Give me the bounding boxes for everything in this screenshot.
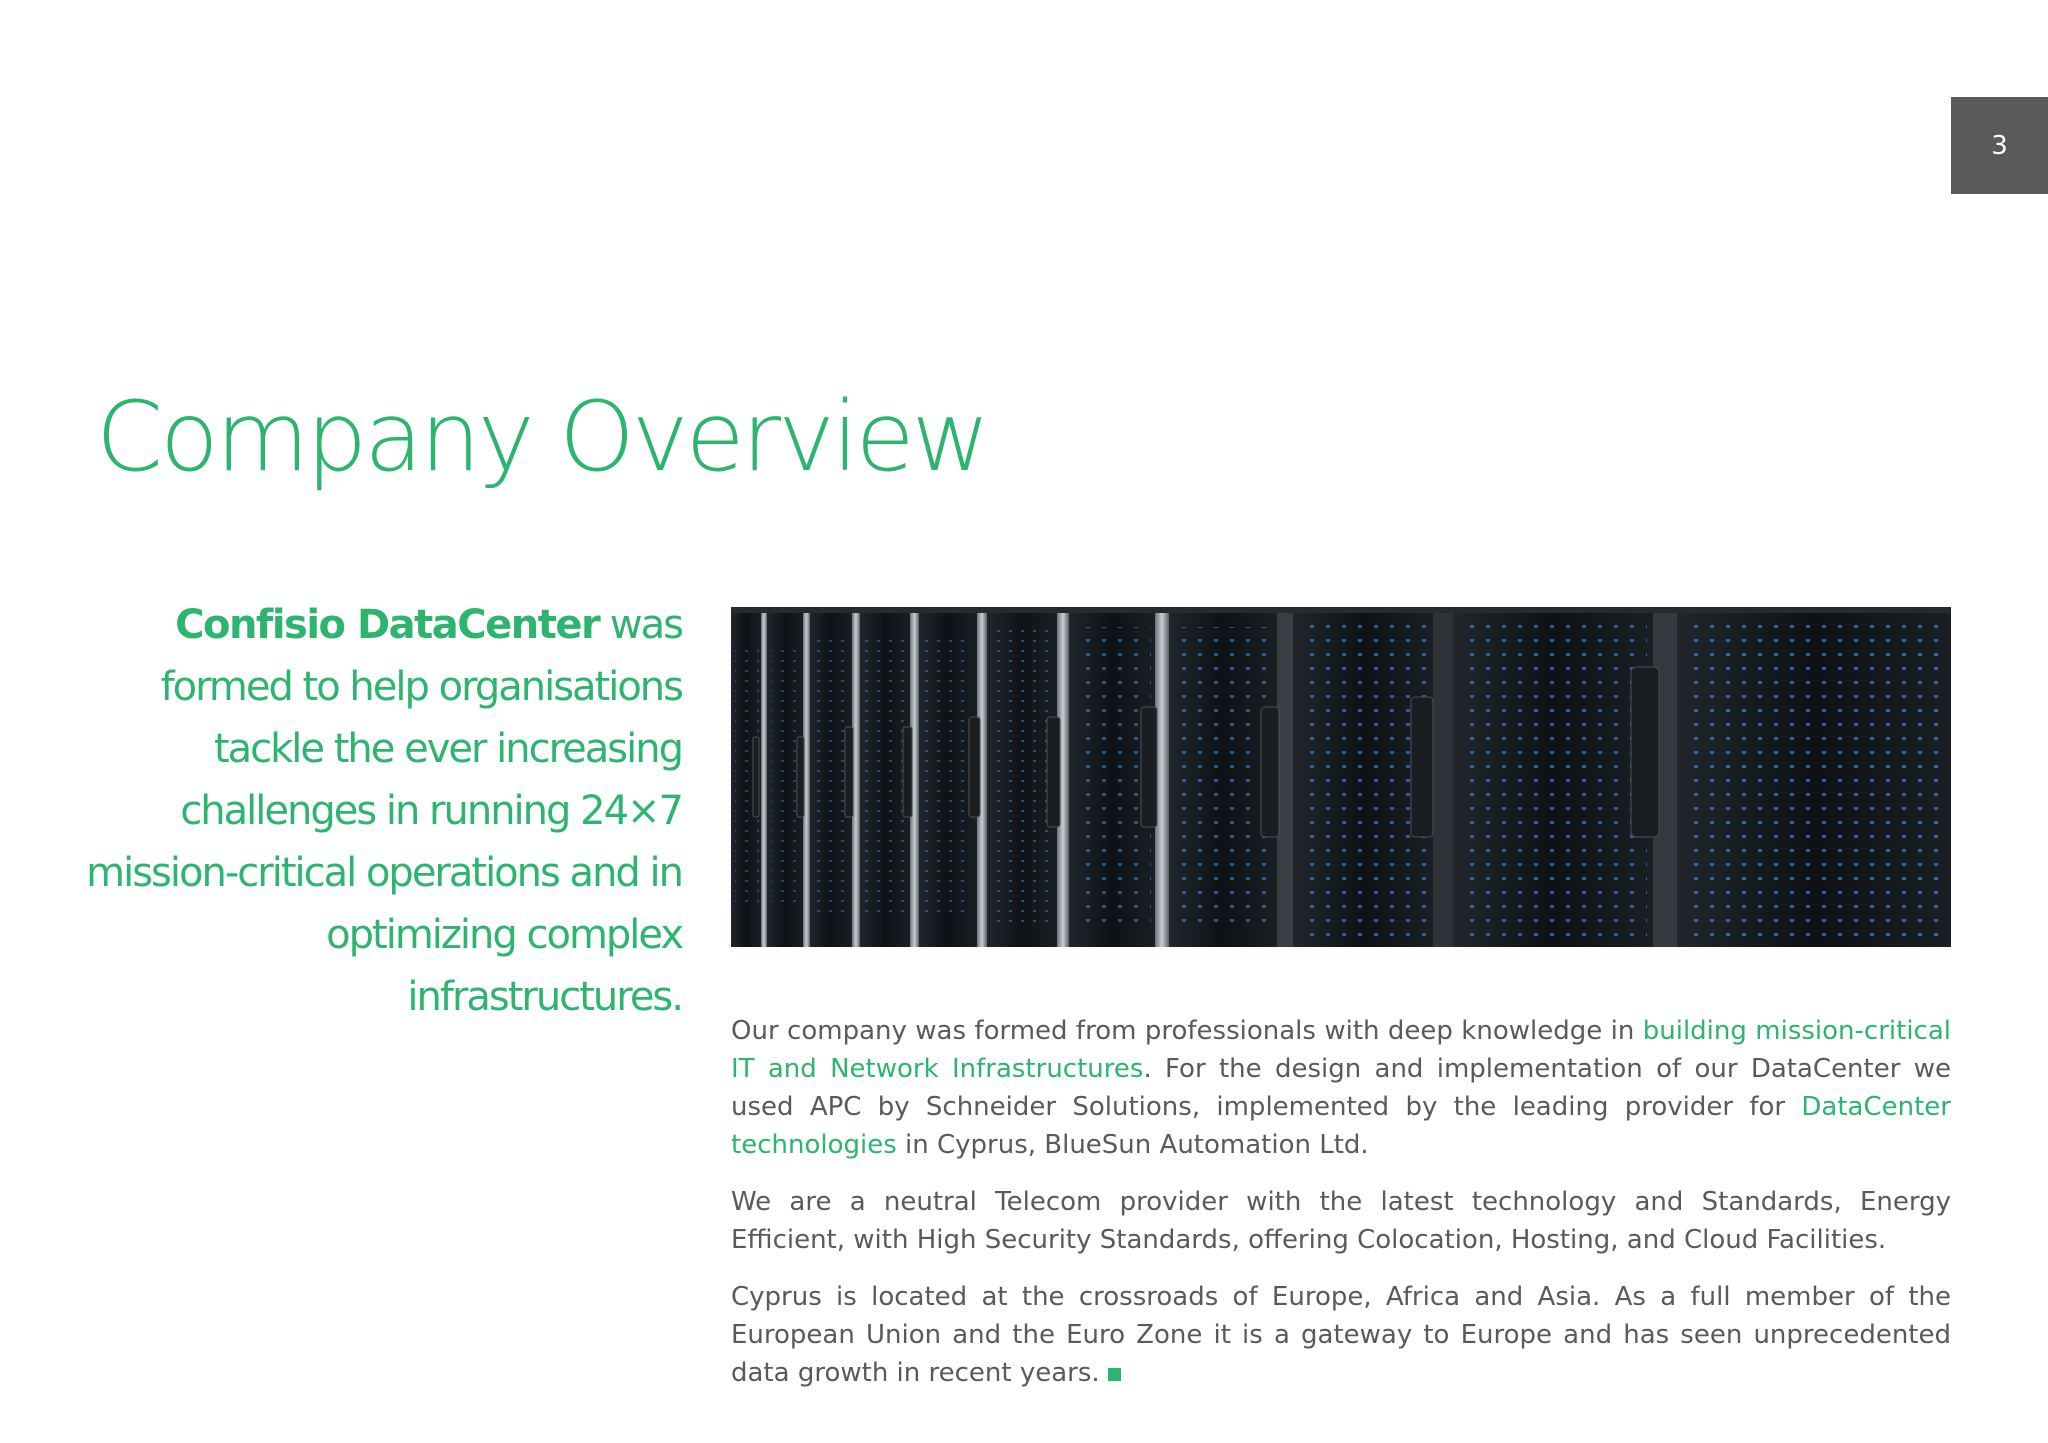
- intro-text: was formed to help organisations tackle the ever increasing challenges in running 24×7 mission-critical operations and in optimizing complex infrastructures.: [86, 602, 682, 1020]
- body-paragraph-1: [731, 1012, 1951, 1164]
- body-text-span: Cyprus is located at the crossroads of Europe, Africa and Asia. As a full member of the European Union and the Euro Zone it is a gateway to Europe and has seen unprecedented data growth in recent years.: [731, 1282, 1951, 1388]
- body-text-span: . For the design and implementation of our DataCenter we used APC by Schneider Solutions, implemented by the leading provider for: [731, 1054, 1951, 1122]
- body-copy: [731, 1012, 1951, 1411]
- body-text-span: in Cyprus, BlueSun Automation Ltd.: [896, 1130, 1369, 1160]
- page-number-label: 3: [1991, 130, 2008, 161]
- highlight-datacenter-technologies: DataCenter technologies: [731, 1092, 1951, 1160]
- page-title: Company Overview: [96, 381, 988, 493]
- company-name: Confisio DataCenter: [175, 602, 600, 648]
- highlight-infrastructures: building mission-critical IT and Network Infrastructures: [731, 1016, 1951, 1084]
- page-number: [1951, 97, 2048, 194]
- end-mark-icon: [1108, 1368, 1121, 1381]
- intro-statement: [80, 594, 682, 1028]
- body-text-span: Our company was formed from professionals with deep knowledge in: [731, 1016, 1643, 1046]
- server-racks-illustration: [731, 607, 1951, 947]
- body-paragraph-2: We are a neutral Telecom provider with the latest technology and Standards, Energy Efficient, with High Security Standards, offering Colocation, Hosting, and Cloud Facilities.: [731, 1187, 1951, 1255]
- body-paragraph-3: [731, 1278, 1951, 1392]
- server-racks-image: [731, 607, 1951, 947]
